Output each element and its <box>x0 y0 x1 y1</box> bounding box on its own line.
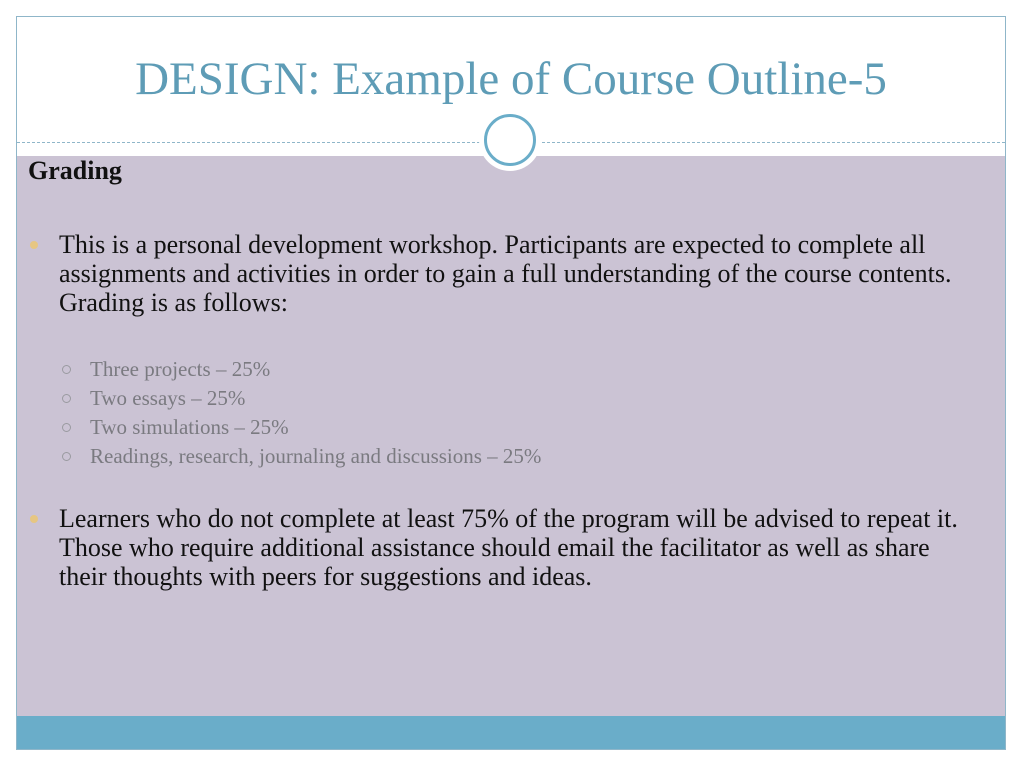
grading-item <box>60 413 960 442</box>
grading-item <box>60 384 960 413</box>
bullet-text: This is a personal development workshop. Participants are expected to complete all assignments and activities in order to gain a full understanding of the course contents. Grading is as follows: <box>59 230 952 317</box>
ornament-ring-icon <box>484 114 536 166</box>
bullet-dot-icon <box>30 515 38 523</box>
grading-item <box>60 355 960 384</box>
bullet-item <box>30 230 960 317</box>
bullet-item <box>30 504 960 591</box>
bullet-dot-icon <box>30 241 38 249</box>
grading-item-text: Three projects – 25% <box>90 357 271 381</box>
footer-bar <box>17 716 1005 750</box>
hollow-bullet-icon <box>62 365 71 374</box>
grading-list <box>60 355 960 471</box>
bullet-text: Learners who do not complete at least 75% of the program will be advised to repeat it. Those who require additional assistance should email the facilitator as well as share their thoughts with peers for suggestions and ideas. <box>59 504 958 591</box>
section-heading: Grading <box>28 156 122 185</box>
grading-item <box>60 442 960 471</box>
grading-item-text: Readings, research, journaling and discussions – 25% <box>90 444 542 468</box>
hollow-bullet-icon <box>62 423 71 432</box>
grading-item-text: Two simulations – 25% <box>90 415 289 439</box>
hollow-bullet-icon <box>62 394 71 403</box>
slide-title: DESIGN: Example of Course Outline-5 <box>135 53 887 105</box>
hollow-bullet-icon <box>62 452 71 461</box>
grading-item-text: Two essays – 25% <box>90 386 246 410</box>
